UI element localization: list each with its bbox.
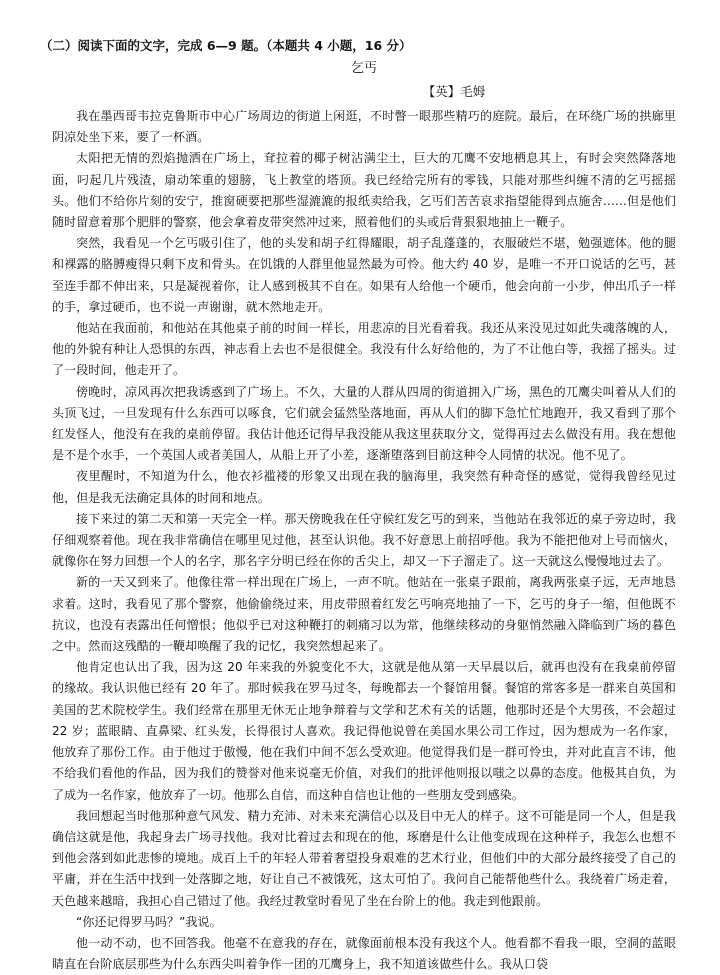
paragraph: 我在墨西哥韦拉克鲁斯市中心广场周边的街道上闲逛，不时瞥一眼那些精巧的庭院。最后，在环绕广场的拱廊里阴凉处坐下来，要了一杯酒。 — [52, 109, 676, 145]
article-author: 【英】毛姆 — [422, 84, 486, 99]
article-title: 乞丐 — [350, 61, 377, 76]
paragraph: 接下来过的第二天和第一天完全一样。那天傍晚我在任守候红发乞丐的到来，当他站在我邻近的桌子旁边时，我仔细观察着他。现在我非常确信在哪里见过他，甚至认识他。我不好意思上前招呼他。我为不能把他对上号而恼火，就像你在努力回想一个人的名字，那名字分明已经在你的舌尖上，却又一下子溜走了。这一天就这么慢慢地过去了。 — [52, 511, 676, 569]
paragraph: 太阳把无情的烈焰抛洒在广场上，耷拉着的椰子树沾满尘土，巨大的兀鹰不安地栖息其上，有时会突然降落地面，叼起几片残渣，扇动笨重的翅膀，飞上教堂的塔顶。我已经给完所有的零钱，只能对那些纠缠不清的乞丐摇摇头。他们不给你片刻的安宁，推窗硬要把那些湿漉漉的报纸卖给我，乞丐们苦苦哀求指望能得到点施舍……但是他们随时留意着那个肥胖的警察，他会拿着皮带突然冲过来，照着他们的头或后背狠狠地抽上一鞭子。 — [52, 151, 676, 230]
paragraph: 傍晚时，凉风再次把我诱惑到了广场上。不久，大量的人群从四周的街道拥入广场，黑色的兀鹰尖叫着从人们的头顶飞过，一旦发现有什么东西可以啄食，它们就会猛然坠落地面，再从人们的脚下急忙忙地跑开，我又看到了那个红发怪人，他没有在我的桌前停留。我估计他还记得早我没能从我这里获取分文，觉得再过去么做没有用。我在想他是不是个水手，一个英国人或者美国人，从船上开了小差，逐渐堕落到目前这种令人同情的状况。他不见了。 — [52, 384, 676, 463]
paragraph: 夜里醒时，不知道为什么，他衣衫褴褛的形象又出现在我的脑海里，我突然有种奇怪的感觉，觉得我曾经见过他，但是我无法确定具体的时间和地点。 — [52, 469, 676, 505]
paragraph: “你还记得罗马吗？”我说。 — [76, 914, 222, 929]
paragraph: 突然，我看见一个乞丐吸引住了，他的头发和胡子红得耀眼，胡子乱蓬蓬的，衣服破烂不堪，勉强遮体。他的腿和裸露的胳膊瘦得只剩下皮和骨头。在饥饿的人群里他显然最为可怜。他大约 40 岁，是唯一不开口说话的乞丐，甚至连手都不伸出来，只是凝视着你，让人感到极其不自在。如果有人给他一个硬币，他会向前一小步，伸出爪子一样的手，拿过硬币，也不说一声谢谢，就木然地走开。 — [52, 236, 676, 314]
paragraph: 他站在我面前，和他站在其他桌子前的时间一样长，用悲凉的目光看着我。我还从来没见过如此失魂落魄的人，他的外貌有种让人恐惧的东西，神志看上去也不是很健全。我没有什么好给他的，为了不让他白等，我摇了摇头。过了一段时间，他走开了。 — [52, 321, 676, 378]
paragraph: 他肯定也认出了我，因为这 20 年来我的外貌变化不大，这就是他从第一天早晨以后，就再也没有在我桌前停留的缘故。我认识他已经有 20 年了。那时候我在罗马过冬，每晚都去一个餐馆用餐。餐馆的常客多是一群来自英国和美国的艺术院校学生。我们经常在那里无休无止地争辩着与文学和艺术有关的话题，他那时还是个大男孩，不会超过 22 岁；蓝眼睛、直鼻梁、红头发，长得很讨人喜欢。我记得他说曾在美国水果公司工作过，因为想成为一名作家，他放弃了那份工作。由于他过于傲慢，他在我们中间不怎么受欢迎。他觉得我们是一群可怜虫，并对此直言不讳，他不给我们看他的作品，因为我们的赞誉对他来说毫无价值，对我们的批评他则报以嗤之以鼻的态度。他极其自负，为了成为一名作家，他放弃了一切。他那么自信，而这种自信也让他的一些朋友受到感染。 — [52, 660, 676, 802]
question-header: （二）阅读下面的文字，完成 6—9 题。（本题共 4 小题，16 分） — [40, 38, 412, 53]
paragraph: 新的一天又到来了。他像往常一样出现在广场上，一声不吭。他站在一张桌子跟前，离我两张桌子远，无声地恳求着。这时，我看见了那个警察，他偷偷绕过来，用皮带照着红发乞丐响亮地抽了一下，乞丐的身子一缩，但他既不抗议，也没有表露出任何憎恨；他似乎已对这种鞭打的刺痛习以为常，他继续移动的身躯悄然融入降临到广场的暮色之中。然而这残酷的一鞭却唤醒了我的记忆，我突然想起来了。 — [52, 575, 676, 654]
paragraph: 我回想起当时他那种意气风发、精力充沛、对未来充满信心以及目中无人的样子。这不可能是同一个人，但是我确信这就是他，我起身去广场寻找他。我对比着过去和现在的他，琢磨是什么让他变成现在这种样子，我怎么也想不到他会落到如此悲惨的境地。成百上千的年轻人带着奢望投身艰难的艺术行业，但他们中的大部分最终接受了自己的平庸，并在生活中找到一处落脚之地，好让自己不被饿死，这太可怕了。我问自己能帮他些什么。我绕着广场走着，天色越来越暗，我担心自己错过了他。我经过教堂时看见了坐在台阶上的他。我走到他跟前。 — [52, 808, 676, 908]
paragraph: 他一动不动，也不回答我。他毫不在意我的存在，就像面前根本没有我这个人。他看都不看我一眼，空洞的蓝眼睛直在台阶底层那些为什么东西尖叫着争作一团的兀鹰身上，我不知道该做些什么。我从口袋 — [52, 935, 676, 972]
